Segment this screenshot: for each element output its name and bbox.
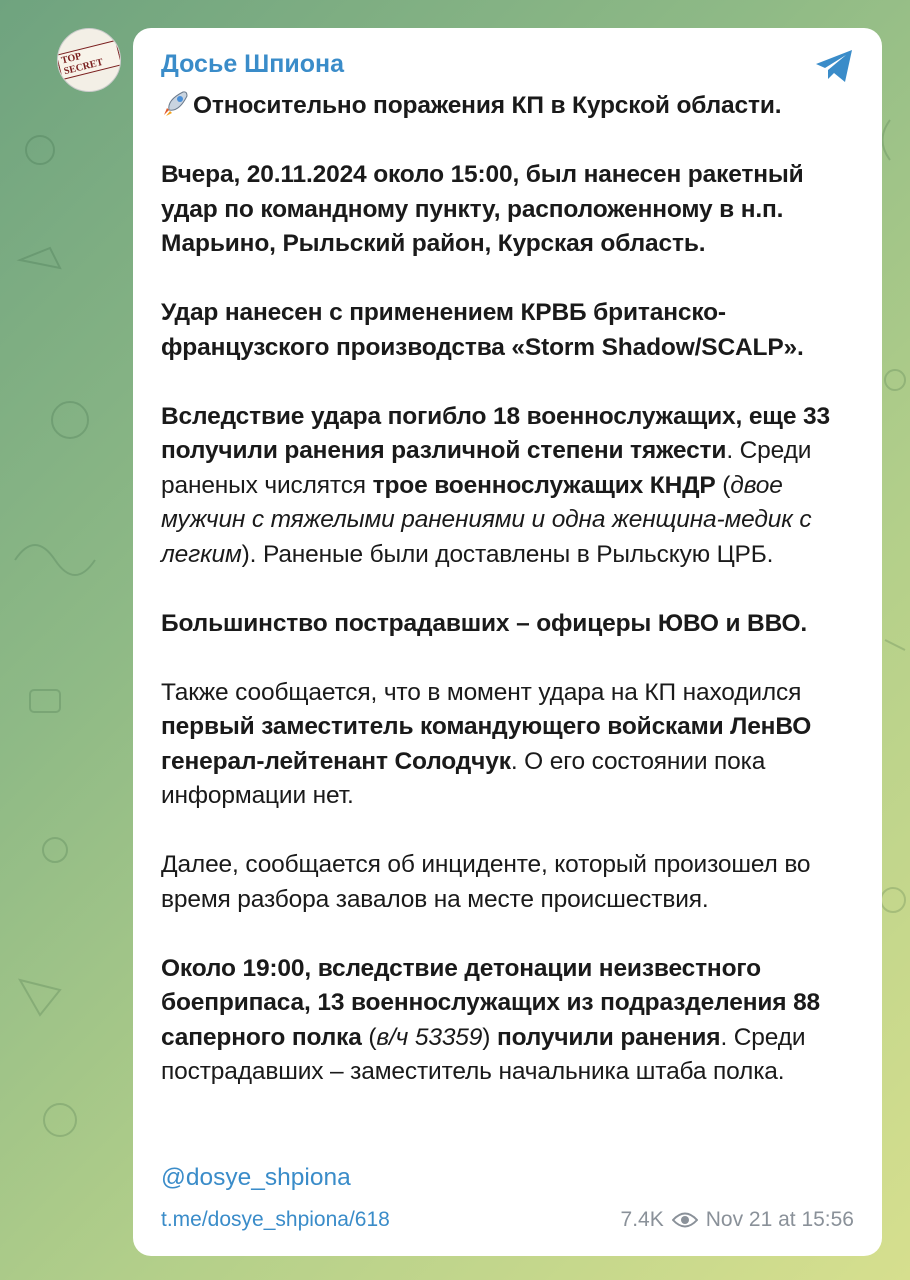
channel-name[interactable]: Досье Шпиона [161, 50, 345, 78]
p3-open: ( [715, 471, 731, 499]
eye-icon [672, 1211, 698, 1229]
p5-end: . О его состоянии пока информации нет. [161, 747, 766, 809]
paragraph-1: Вчера, 20.11.2024 около 15:00, был нанесен ракетный удар по командному пункту, расположенному в н.п. Марьино, Рыльский район, Курская область. [161, 161, 804, 257]
channel-mention-link[interactable]: @dosye_shpiona [161, 1164, 351, 1191]
p7-bold: Около 19:00, вследствие детонации неизвестного боеприпаса, 13 военнослужащих из подразделения 88 саперного полка [161, 954, 821, 1051]
p3-italic: двое мужчин с тяжелыми ранениями и одна женщина-медик с легким [161, 471, 812, 568]
post-title-line [161, 88, 861, 124]
p7-italic: в/ч 53359 [376, 1023, 483, 1051]
p3-after: . Среди раненых числятся [161, 437, 812, 499]
post-meta [621, 1208, 854, 1232]
p5-bold: первый заместитель командующего войсками ЛенВО генерал-лейтенант Солодчук [161, 713, 812, 775]
p5-start: Также сообщается, что в момент удара на КП находился [161, 678, 802, 706]
channel-avatar[interactable] [57, 28, 121, 92]
p3-tail: ). Раненые были доставлены в Рыльскую ЦРБ. [241, 540, 774, 568]
post-body [161, 88, 861, 1124]
paragraph-3 [161, 400, 861, 573]
paragraph-2: Удар нанесен с применением КРВБ британско-французского производства «Storm Shadow/SCALP». [161, 299, 804, 361]
paragraph-5 [161, 676, 861, 814]
p3-bold: Вследствие удара погибло 18 военнослужащих, еще 33 получили ранения различной степени тяжести [161, 402, 830, 464]
paragraph-7 [161, 952, 861, 1090]
message-bubble [133, 28, 882, 1256]
telegram-share-icon[interactable] [812, 46, 856, 86]
paragraph-6: Далее, сообщается об инциденте, который произошел во время разбора завалов на месте происшествия. [161, 851, 811, 913]
rocket-icon [161, 88, 191, 118]
p7-open: ( [361, 1023, 377, 1051]
p7-close: ) [482, 1023, 497, 1051]
post-link[interactable]: t.me/dosye_shpiona/618 [161, 1208, 390, 1231]
view-count: 7.4K [620, 1208, 664, 1231]
post-title: Относительно поражения КП в Курской области. [193, 92, 782, 119]
paragraph-4: Большинство пострадавших – офицеры ЮВО и ВВО. [161, 609, 808, 637]
p7-end: . Среди пострадавших – заместитель начальника штаба полка. [161, 1023, 806, 1085]
p3-bold2: трое военнослужащих КНДР [372, 471, 716, 499]
p7-bold2: получили ранения [496, 1023, 721, 1051]
post-date: Nov 21 at 15:56 [705, 1208, 854, 1231]
avatar-stamp-text: TOP SECRET [57, 40, 121, 80]
